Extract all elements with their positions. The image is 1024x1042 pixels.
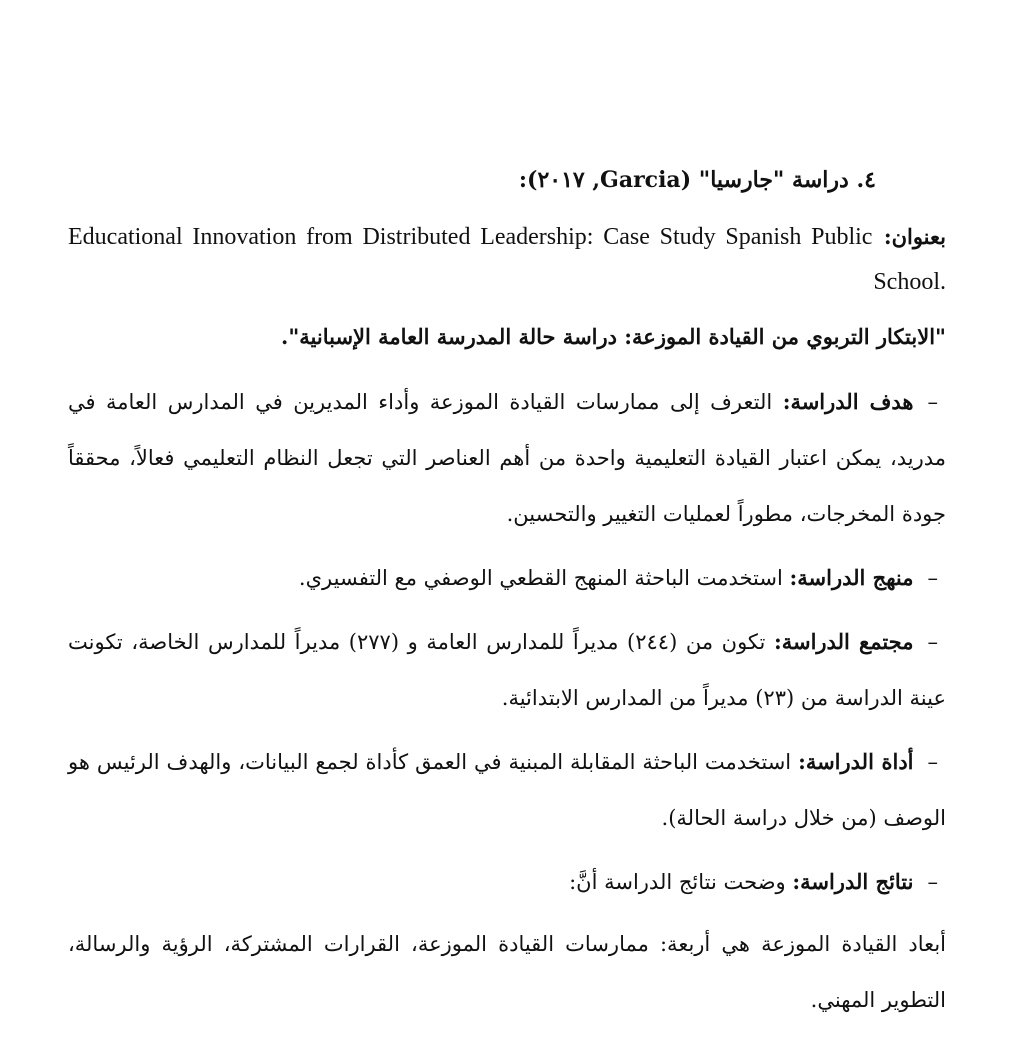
item-label: منهج الدراسة: [789,565,914,590]
bullet-dash: – [927,390,938,414]
document-page [68,150,946,1028]
bullet-dash: – [927,870,938,894]
item-text: وضحت نتائج الدراسة أنَّ: [569,870,786,894]
heading-text: دراسة "جارسيا" (Garcia, ٢٠١٧): [518,167,849,193]
item-text: التعرف إلى ممارسات القيادة الموزعة وأداء المديرين في المدارس العامة في مدريد، يمكن اعتبار القيادة التعليمية واحدة من أهم العناصر التي تجعل النظام التعليمي فعالاً، محققاً جودة المخرجات، مطوراً لعمليات التغيير والتحسين. [68,390,946,526]
item-results [68,854,946,910]
bullet-dash: – [927,566,938,590]
item-text: استخدمت الباحثة المقابلة المبنية في العمق كأداة لجمع البيانات، والهدف الرئيس هو الوصف (من خلال دراسة الحالة). [68,750,946,830]
item-population [68,614,946,726]
item-tool [68,734,946,846]
heading-number: ٤. [856,167,876,193]
bullet-dash: – [927,750,939,774]
bullet-dash: – [927,630,938,654]
study-heading [68,150,946,210]
item-label: أداة الدراسة: [798,749,914,774]
item-text: استخدمت الباحثة المنهج القطعي الوصفي مع التفسيري. [298,566,783,590]
conclusion-paragraph: أبعاد القيادة الموزعة هي أربعة: ممارسات القيادة الموزعة، القرارات المشتركة، الرؤية والرسالة، التطوير المهني. [68,932,946,1012]
item-objective [68,374,946,542]
item-text: تكون من (٢٤٤) مديراً للمدارس العامة و (٢٧٧) مديراً للمدارس الخاصة، تكونت عينة الدراسة من (٢٣) مديراً من المدارس الابتدائية. [68,630,946,710]
item-label: هدف الدراسة: [782,389,914,414]
item-method [68,550,946,606]
title-arabic: "الابتكار التربوي من القيادة الموزعة: دراسة حالة المدرسة العامة الإسبانية". [281,324,946,349]
title-label: بعنوان: [883,224,946,249]
title-block [68,214,946,304]
item-label: مجتمع الدراسة: [773,629,914,654]
title-english: Educational Innovation from Distributed Leadership: Case Study Spanish Public School. [68,224,946,295]
item-label: نتائج الدراسة: [792,869,914,894]
